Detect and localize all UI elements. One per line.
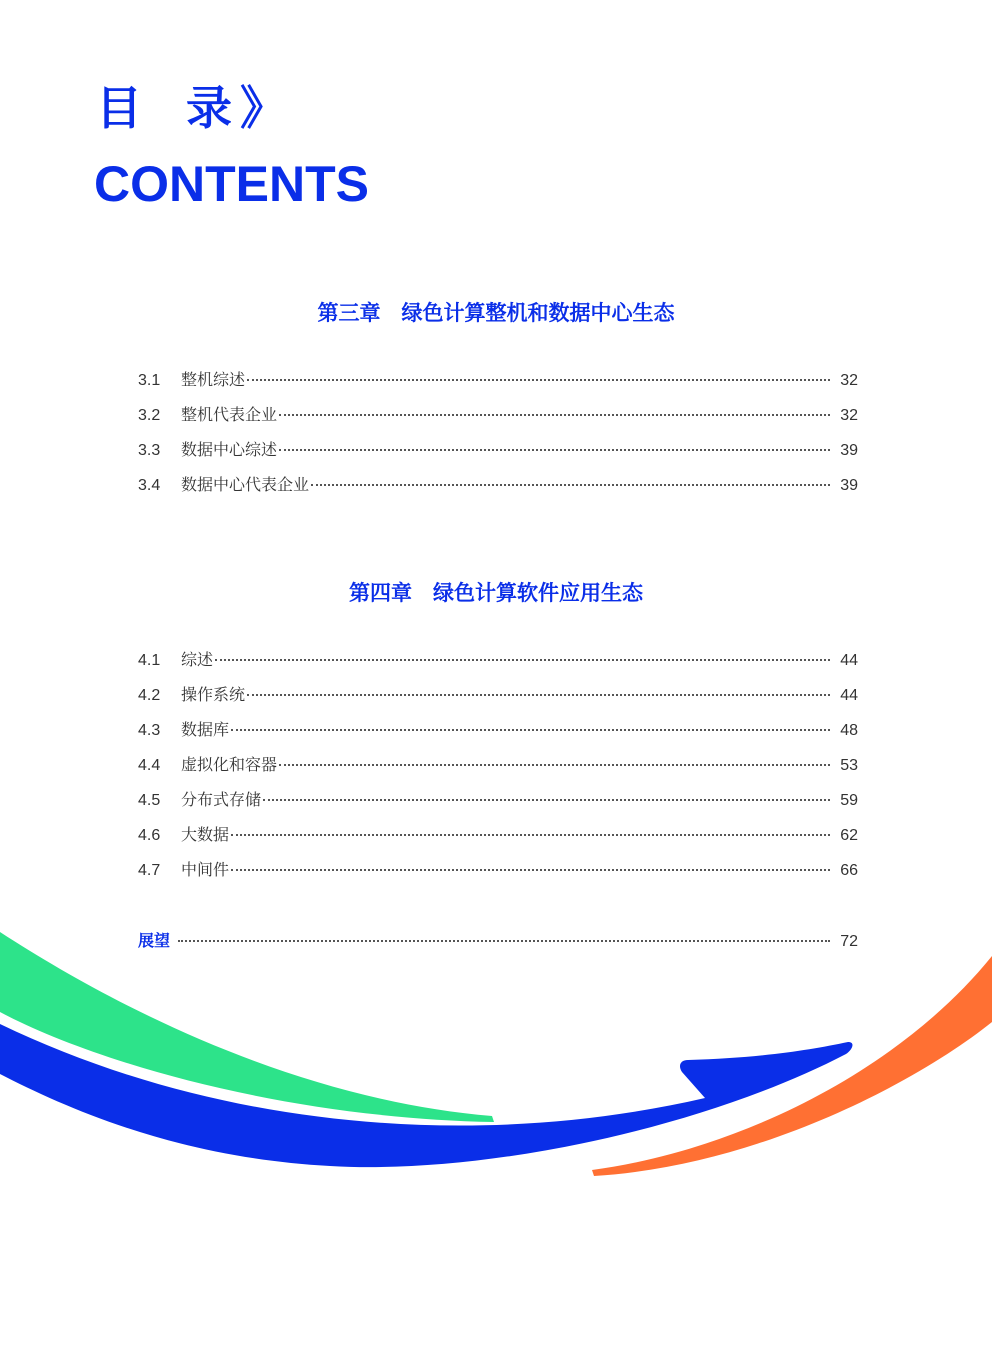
toc-entry[interactable] bbox=[138, 642, 858, 677]
toc-entry-number: 4.4 bbox=[138, 757, 161, 774]
toc-entry-title: 中间件 bbox=[181, 860, 230, 879]
toc-entry-title: 操作系统 bbox=[181, 685, 246, 704]
toc-entry-number: 4.7 bbox=[138, 862, 161, 879]
toc-entry[interactable] bbox=[138, 467, 858, 502]
toc-entry[interactable] bbox=[138, 712, 858, 747]
chapter-3-toc bbox=[138, 362, 858, 502]
dot-leader bbox=[231, 729, 830, 731]
toc-entry[interactable] bbox=[138, 397, 858, 432]
toc-entry-page: 66 bbox=[840, 862, 858, 879]
toc-entry-title: 综述 bbox=[181, 650, 214, 669]
toc-entry-title: 数据中心代表企业 bbox=[181, 475, 310, 494]
toc-entry-number: 4.3 bbox=[138, 722, 161, 739]
dot-leader bbox=[247, 379, 830, 381]
toc-entry-page: 39 bbox=[840, 477, 858, 494]
dot-leader bbox=[263, 799, 830, 801]
dot-leader bbox=[279, 449, 830, 451]
chapter-4-heading[interactable]: 第四章 绿色计算软件应用生态 bbox=[349, 581, 643, 605]
dot-leader bbox=[231, 869, 830, 871]
title-cn-text: 目 录 bbox=[96, 81, 247, 135]
toc-entry-number: 3.2 bbox=[138, 407, 161, 424]
toc-entry-page: 59 bbox=[840, 792, 858, 809]
toc-entry-page: 32 bbox=[840, 407, 858, 424]
toc-entry-number: 4.1 bbox=[138, 652, 161, 669]
dot-leader bbox=[247, 694, 830, 696]
outlook-page: 72 bbox=[840, 933, 858, 950]
toc-entry[interactable] bbox=[138, 817, 858, 852]
dot-leader bbox=[279, 764, 830, 766]
double-chevron-right-icon: 》 bbox=[240, 81, 287, 135]
toc-entry-page: 48 bbox=[840, 722, 858, 739]
outlook-title: 展望 bbox=[138, 931, 171, 950]
toc-entry-page: 53 bbox=[840, 757, 858, 774]
dot-leader bbox=[215, 659, 830, 661]
dot-leader bbox=[311, 484, 830, 486]
toc-entry-title: 数据库 bbox=[181, 720, 230, 739]
toc-entry-page: 32 bbox=[840, 372, 858, 389]
toc-entry-page: 62 bbox=[840, 827, 858, 844]
chapter-3-heading[interactable]: 第三章 绿色计算整机和数据中心生态 bbox=[317, 301, 675, 325]
toc-entry[interactable] bbox=[138, 677, 858, 712]
toc-entry-title: 大数据 bbox=[181, 825, 230, 844]
toc-entry[interactable] bbox=[138, 747, 858, 782]
toc-entry-page: 44 bbox=[840, 652, 858, 669]
toc-entry-title: 分布式存储 bbox=[181, 790, 262, 809]
decorative-swoosh bbox=[0, 900, 992, 1190]
toc-entry[interactable] bbox=[138, 432, 858, 467]
toc-entry-number: 3.4 bbox=[138, 477, 161, 494]
toc-entry-title: 数据中心综述 bbox=[181, 440, 278, 459]
toc-entry-title: 整机代表企业 bbox=[181, 405, 278, 424]
toc-entry-number: 3.1 bbox=[138, 372, 161, 389]
toc-entry[interactable] bbox=[138, 362, 858, 397]
toc-entry[interactable] bbox=[138, 852, 858, 887]
toc-entry-number: 4.2 bbox=[138, 687, 161, 704]
page-title-en: CONTENTS bbox=[94, 156, 369, 212]
dot-leader bbox=[231, 834, 830, 836]
toc-entry-number: 3.3 bbox=[138, 442, 161, 459]
toc-entry-page: 39 bbox=[840, 442, 858, 459]
toc-entry[interactable] bbox=[138, 782, 858, 817]
dot-leader bbox=[279, 414, 830, 416]
toc-entry-number: 4.5 bbox=[138, 792, 161, 809]
toc-entry-title: 整机综述 bbox=[181, 370, 246, 389]
toc-entry-number: 4.6 bbox=[138, 827, 161, 844]
page-title-cn bbox=[96, 78, 286, 138]
chapter-4-toc bbox=[138, 642, 858, 887]
toc-entry-title: 虚拟化和容器 bbox=[181, 755, 278, 774]
toc-entry-page: 44 bbox=[840, 687, 858, 704]
